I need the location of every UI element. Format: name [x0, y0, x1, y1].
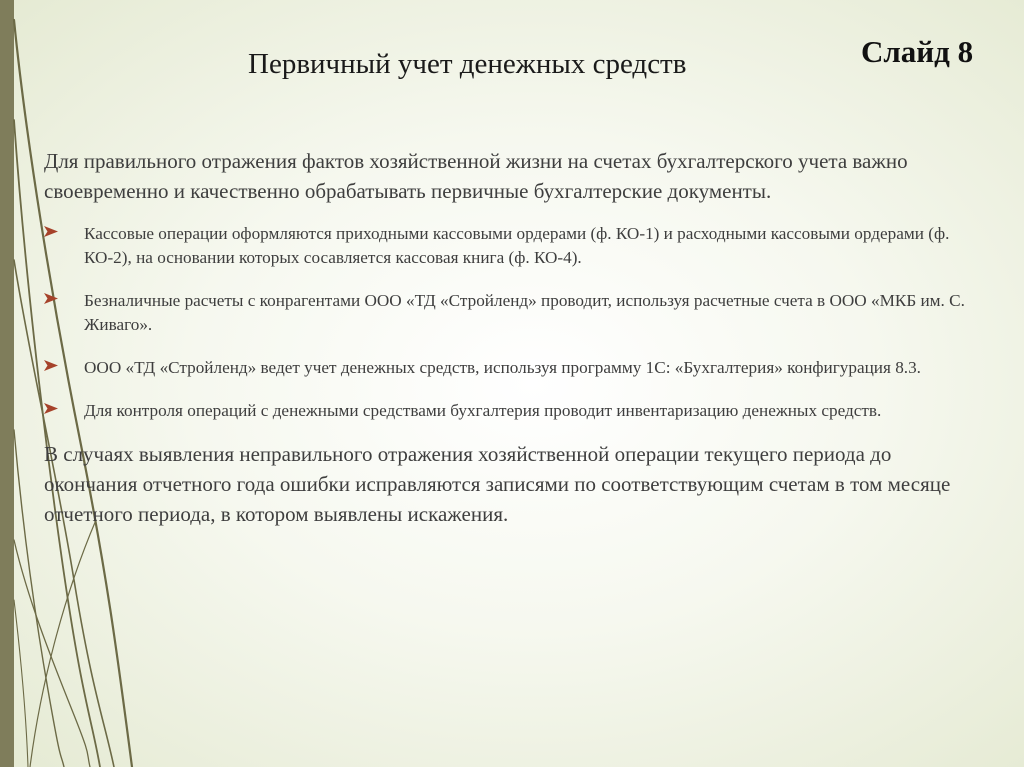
- bullet-text: Для контроля операций с денежными средствами бухгалтерия проводит инвентаризацию денежных средств.: [84, 401, 882, 420]
- list-item: [44, 399, 979, 423]
- arrow-bullet-icon: [44, 360, 58, 371]
- slide-body: [44, 146, 979, 529]
- slide-number: Слайд 8: [861, 34, 974, 69]
- list-item: [44, 222, 979, 270]
- arrow-bullet-icon: [44, 403, 58, 414]
- list-item: [44, 356, 979, 380]
- list-item: [44, 289, 979, 337]
- slide-title: Первичный учет денежных средств: [248, 48, 687, 80]
- intro-paragraph: Для правильного отражения фактов хозяйственной жизни на счетах бухгалтерского учета важно своевременно и качественно обрабатывать первичные бухгалтерские документы.: [44, 149, 908, 203]
- arrow-bullet-icon: [44, 293, 58, 304]
- bullet-text: ООО «ТД «Стройленд» ведет учет денежных средств, используя программу 1С: «Бухгалтерия» конфигурация 8.3.: [84, 358, 921, 377]
- bullet-text: Безналичные расчеты с конрагентами ООО «ТД «Стройленд» проводит, используя расчетные счета в ООО «МКБ им. С. Живаго».: [84, 291, 965, 334]
- arrow-bullet-icon: [44, 226, 58, 237]
- bullet-list: [44, 222, 979, 423]
- bullet-text: Кассовые операции оформляются приходными кассовыми ордерами (ф. КО-1) и расходными кассовыми ордерами (ф. КО-2), на основании которых сосавляется кассовая книга (ф. КО-4).: [84, 224, 950, 267]
- conclusion-paragraph: В случаях выявления неправильного отражения хозяйственной операции текущего периода до окончания отчетного года ошибки исправляются записями по соответствующим счетам в том месяце отчетного периода, в котором выявлены искажения.: [44, 442, 951, 526]
